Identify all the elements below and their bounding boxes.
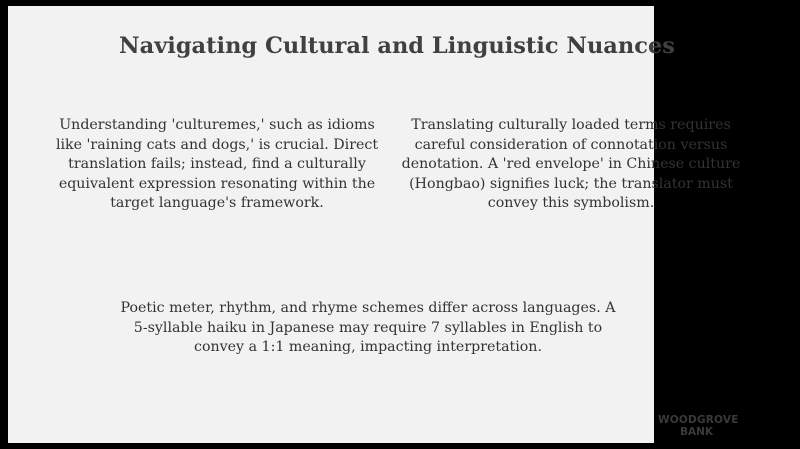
- slide-title: Navigating Cultural and Linguistic Nuances: [119, 33, 675, 59]
- logo-line-2: BANK: [680, 426, 714, 438]
- paragraph-culturemes: Understanding 'culturemes,' such as idioms like 'raining cats and dogs,' is crucial. Direct translation fails; instead, find a culturally equivalent expression resonating within the target language's framework.: [55, 117, 379, 211]
- woodgrove-bank-logo: [658, 414, 739, 440]
- paragraph-poetic-meter: Poetic meter, rhythm, and rhyme schemes differ across languages. A 5-syllable haiku in Japanese may require 7 syllables in English to convey a 1:1 meaning, impacting interpretation.: [120, 300, 616, 355]
- slide-content-area: [8, 6, 654, 443]
- logo-line-1: WOODGROVE: [658, 414, 739, 426]
- paragraph-culturally-loaded-terms: Translating culturally loaded terms requires careful consideration of connotation versus denotation. A 'red envelope' in Chinese culture (Hongbao) signifies luck; the translator must convey this symbolism.: [401, 117, 741, 211]
